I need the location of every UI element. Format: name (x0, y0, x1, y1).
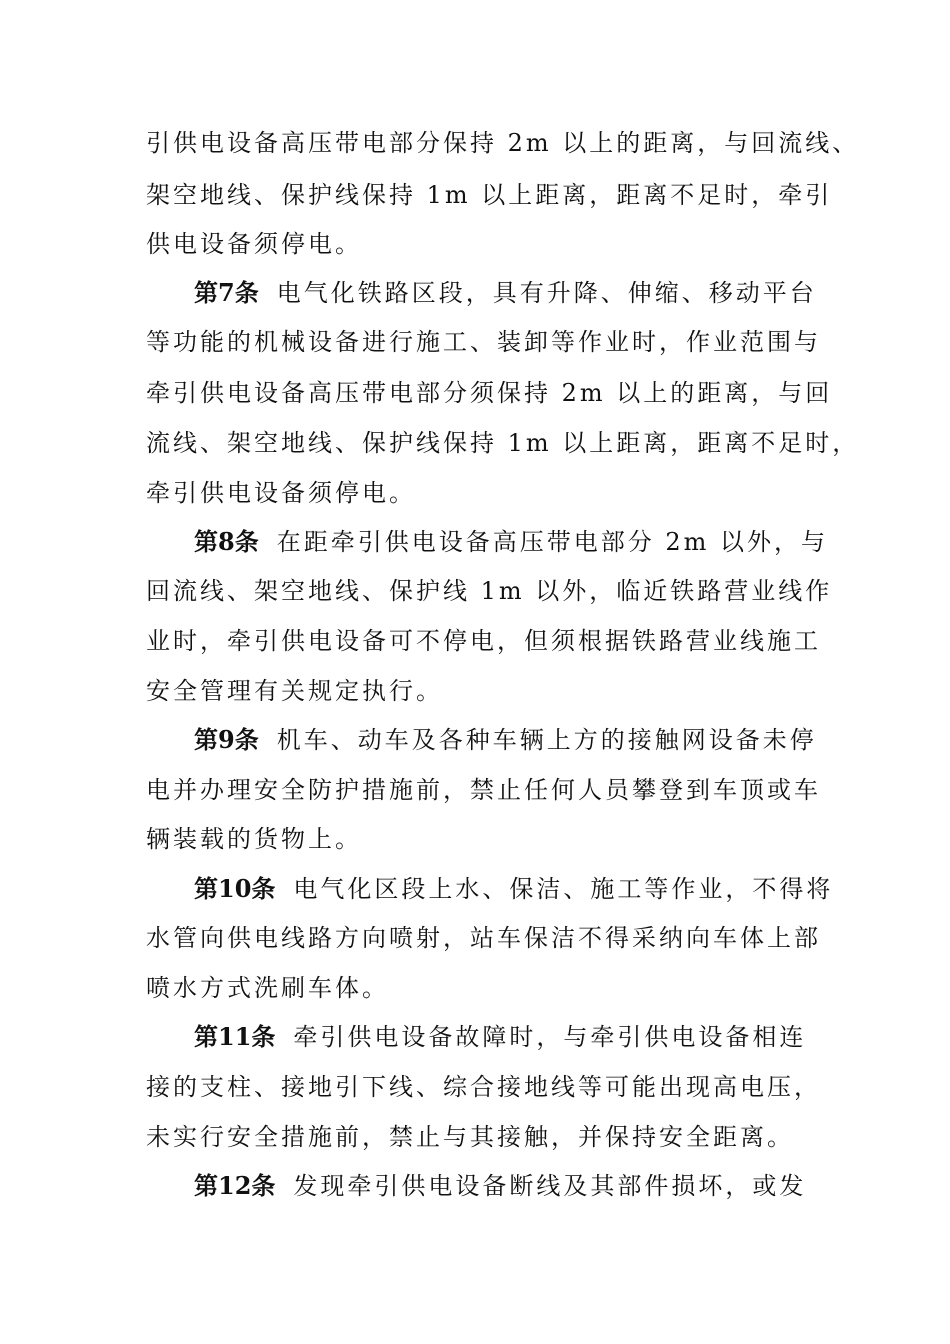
article-number: 第8条 (194, 527, 259, 556)
line-text: 电气化铁路区段，具有升降、伸缩、移动平台 (276, 279, 817, 307)
body-line (146, 571, 832, 611)
line-text: 安全管理有关规定执行。 (146, 677, 443, 705)
body-line (146, 473, 416, 513)
line-text: 辆装载的货物上。 (146, 825, 362, 853)
article-9-line (194, 720, 817, 760)
article-10-line (194, 869, 833, 909)
article-number: 第11条 (194, 1022, 276, 1051)
line-text: 流线、架空地线、保护线保持 1m 以上距离，距离不足时， (146, 429, 860, 457)
line-text: 架空地线、保护线保持 1m 以上距离，距离不足时，牵引 (146, 181, 833, 209)
body-line (146, 770, 821, 810)
article-8-line (194, 522, 828, 562)
line-text: 供电设备须停电。 (146, 230, 362, 258)
line-text: 牵引供电设备须停电。 (146, 479, 416, 507)
body-line (146, 373, 832, 413)
body-line (146, 1117, 794, 1157)
body-line (146, 621, 821, 661)
article-7-line (194, 273, 817, 313)
line-text: 喷水方式洗刷车体。 (146, 974, 389, 1002)
body-line (146, 175, 832, 215)
body-line (146, 423, 859, 463)
article-12-line (194, 1166, 806, 1206)
body-line (146, 968, 389, 1008)
line-text: 业时，牵引供电设备可不停电，但须根据铁路营业线施工 (146, 627, 821, 655)
line-text: 电并办理安全防护措施前，禁止任何人员攀登到车顶或车 (146, 776, 821, 804)
body-line (146, 671, 443, 711)
line-text: 水管向供电线路方向喷射，站车保洁不得采纳向车体上部 (146, 924, 821, 952)
body-line (146, 322, 821, 362)
line-text: 机车、动车及各种车辆上方的接触网设备未停 (276, 726, 817, 754)
line-text: 发现牵引供电设备断线及其部件损坏，或发 (293, 1172, 807, 1200)
body-line (146, 918, 821, 958)
line-text: 牵引供电设备故障时，与牵引供电设备相连 (293, 1023, 807, 1051)
line-text: 接的支柱、接地引下线、综合接地线等可能出现高电压， (146, 1073, 821, 1101)
line-text: 电气化区段上水、保洁、施工等作业，不得将 (293, 875, 834, 903)
line-text: 回流线、架空地线、保护线 1m 以外，临近铁路营业线作 (146, 577, 833, 605)
line-text: 在距牵引供电设备高压带电部分 2m 以外，与 (276, 528, 828, 556)
article-number: 第10条 (194, 874, 276, 903)
article-11-line (194, 1017, 806, 1057)
article-number: 第7条 (194, 278, 259, 307)
line-text: 牵引供电设备高压带电部分须保持 2m 以上的距离，与回 (146, 379, 833, 407)
body-line (146, 819, 362, 859)
line-text: 引供电设备高压带电部分保持 2m 以上的距离，与回流线、 (146, 129, 860, 157)
body-line (146, 1067, 821, 1107)
article-number: 第9条 (194, 725, 259, 754)
line-text: 未实行安全措施前，禁止与其接触，并保持安全距离。 (146, 1123, 794, 1151)
body-line (146, 123, 859, 163)
line-text: 等功能的机械设备进行施工、装卸等作业时，作业范围与 (146, 328, 821, 356)
body-line (146, 224, 362, 264)
article-number: 第12条 (194, 1171, 276, 1200)
